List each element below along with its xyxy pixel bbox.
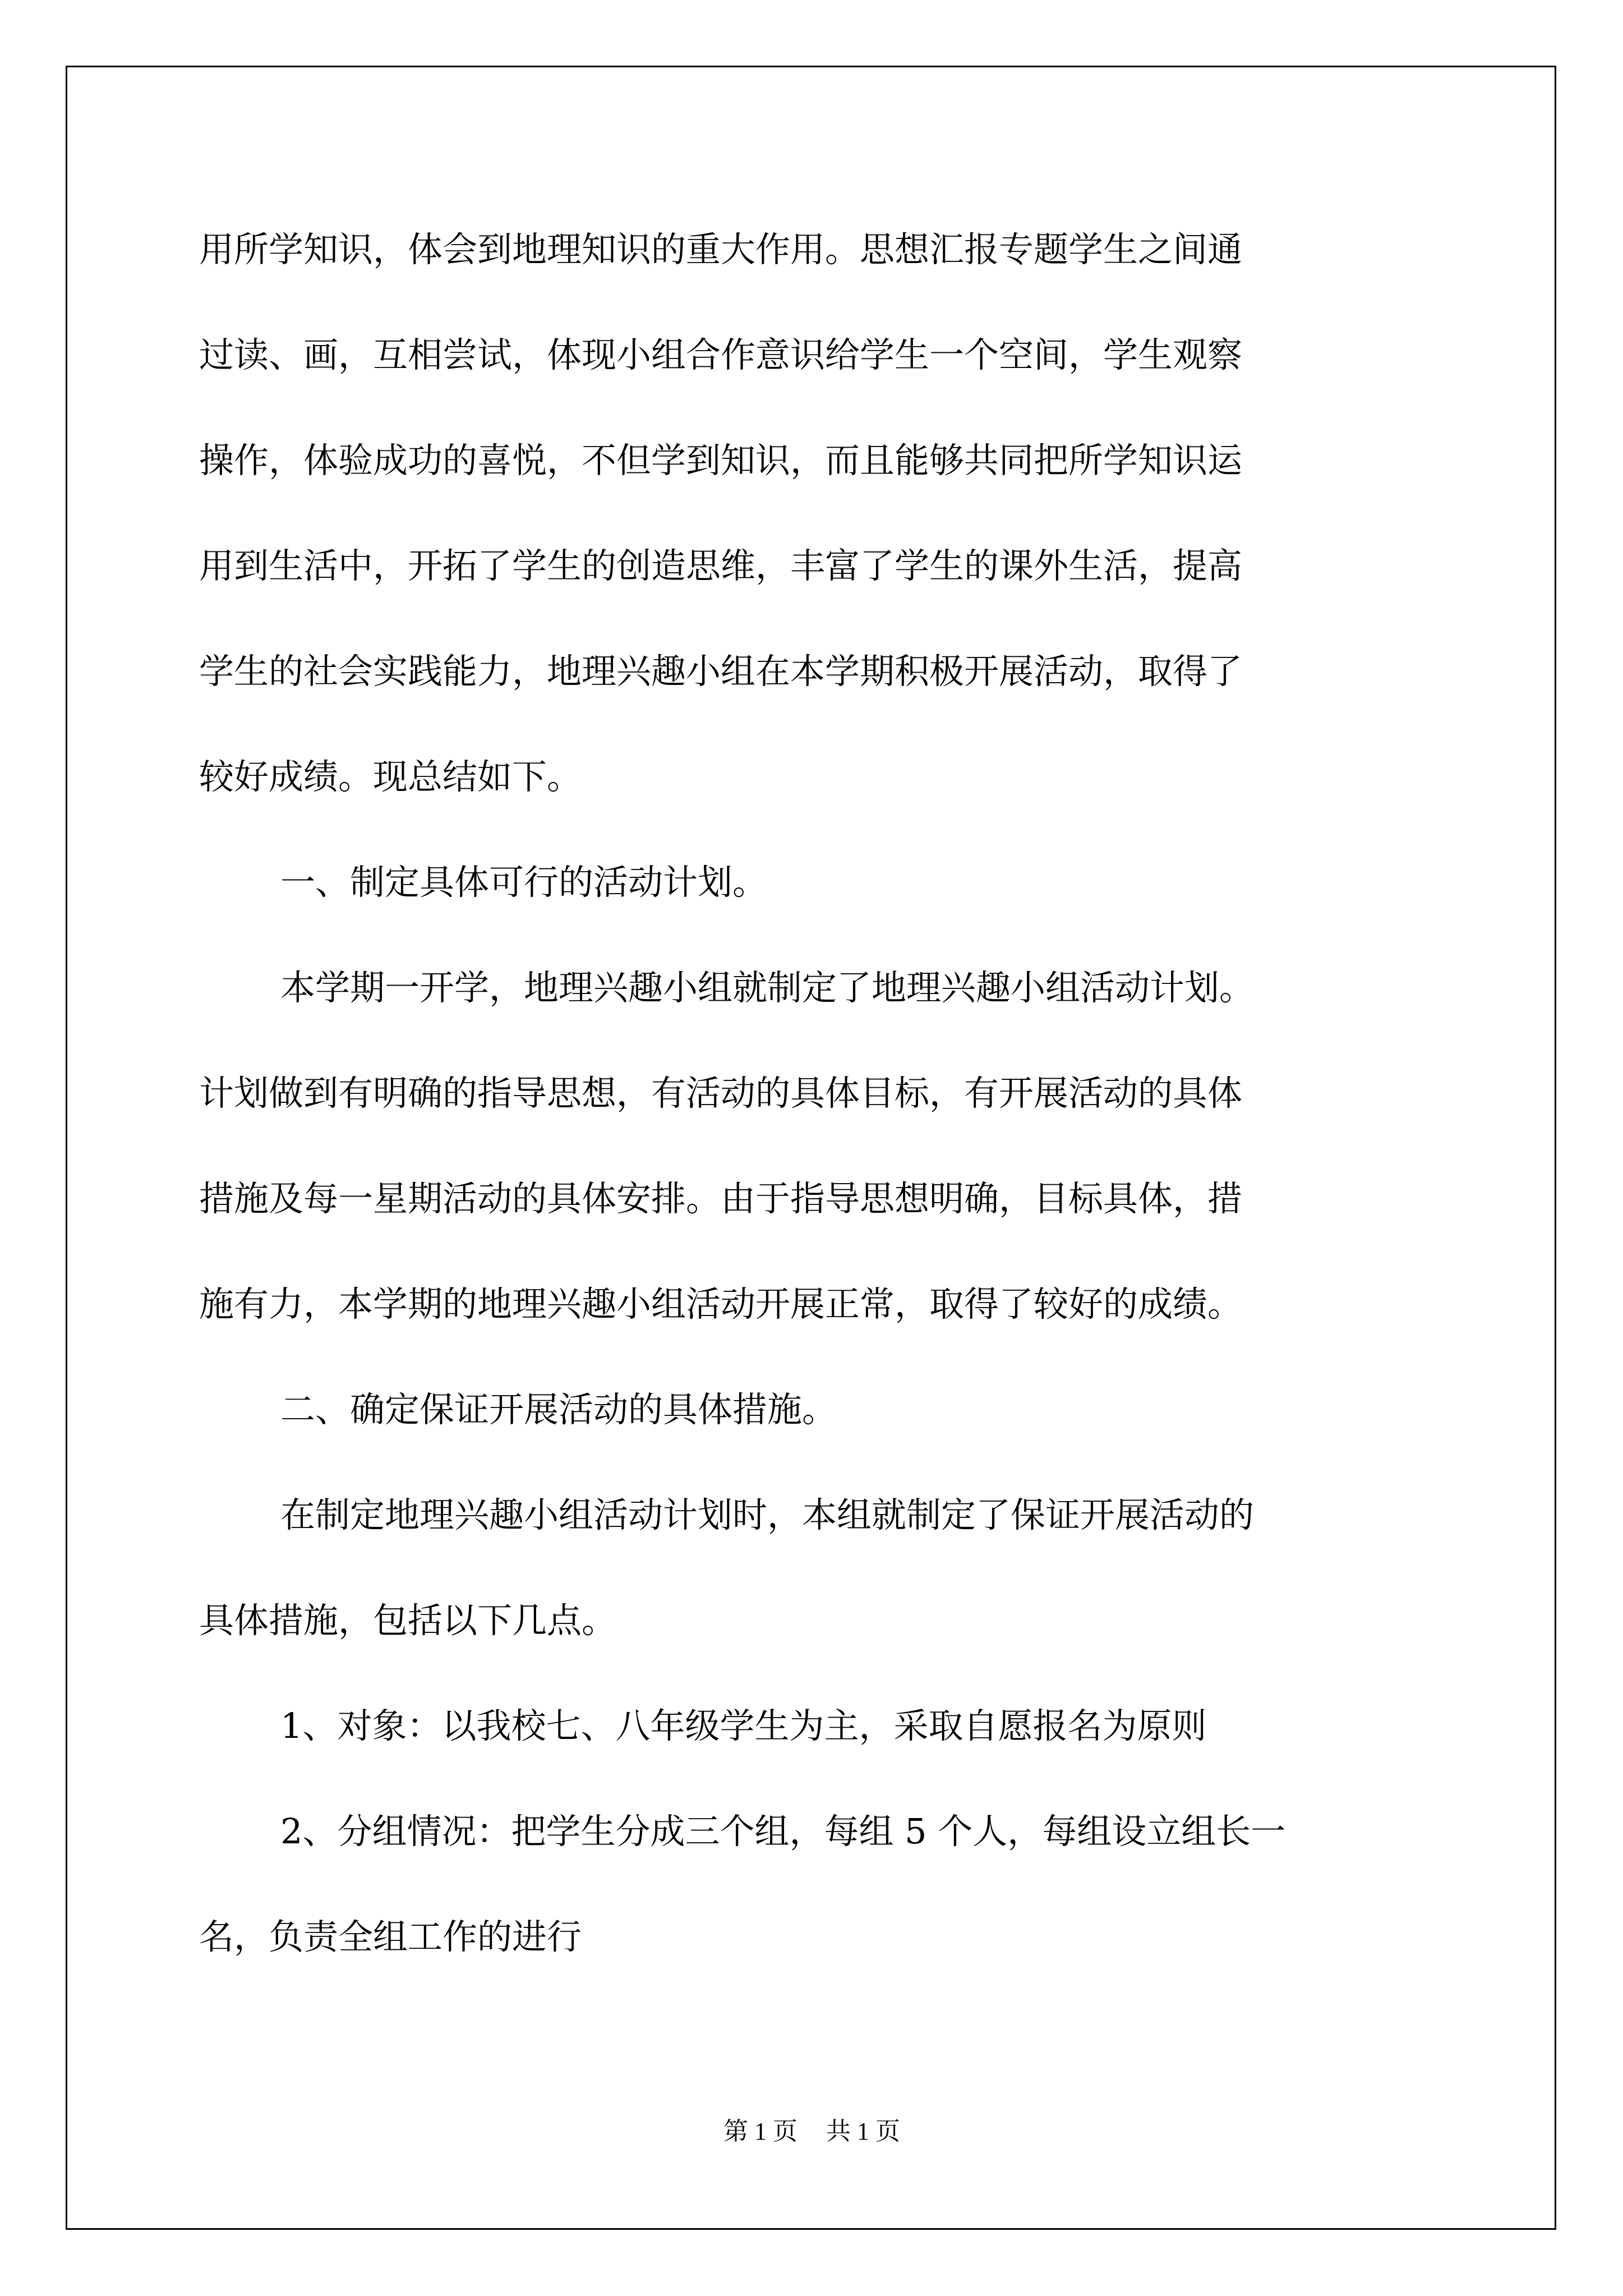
list-item: 1、对象：以我校七、八年级学生为主，采取自愿报名为原则 [280, 1705, 1207, 1746]
text-line: 措施及每一星期活动的具体安排。由于指导思想明确，目标具体，措 [199, 1178, 1243, 1219]
section-heading: 一、制定具体可行的活动计划。 [280, 862, 768, 903]
text-line: 名，负责全组工作的进行 [199, 1916, 582, 1957]
page-number: 第 1 页 [723, 2118, 797, 2145]
text-line: 学生的社会实践能力，地理兴趣小组在本学期积极开展活动，取得了 [199, 651, 1243, 692]
text-line: 操作，体验成功的喜悦，不但学到知识，而且能够共同把所学知识运 [199, 440, 1243, 481]
text-line: 计划做到有明确的指导思想，有活动的具体目标，有开展活动的具体 [199, 1073, 1243, 1114]
section-heading: 二、确定保证开展活动的具体措施。 [280, 1389, 837, 1430]
text-line: 具体措施，包括以下几点。 [199, 1600, 617, 1641]
text-line: 用所学知识，体会到地理知识的重大作用。思想汇报专题学生之间通 [199, 229, 1243, 270]
page-footer [723, 2115, 923, 2148]
text-line: 在制定地理兴趣小组活动计划时，本组就制定了保证开展活动的 [280, 1494, 1255, 1535]
page-border [66, 66, 1556, 2230]
text-line: 本学期一开学，地理兴趣小组就制定了地理兴趣小组活动计划。 [280, 967, 1255, 1008]
text-line: 施有力，本学期的地理兴趣小组活动开展正常，取得了较好的成绩。 [199, 1283, 1243, 1324]
page-total: 共 1 页 [826, 2118, 900, 2145]
list-item: 2、分组情况：把学生分成三个组，每组 5 个人，每组设立组长一 [280, 1811, 1286, 1852]
text-line: 较好成绩。现总结如下。 [199, 756, 582, 797]
text-line: 过读、画，互相尝试，体现小组合作意识给学生一个空间，学生观察 [199, 334, 1243, 375]
text-line: 用到生活中，开拓了学生的创造思维，丰富了学生的课外生活，提高 [199, 545, 1243, 586]
